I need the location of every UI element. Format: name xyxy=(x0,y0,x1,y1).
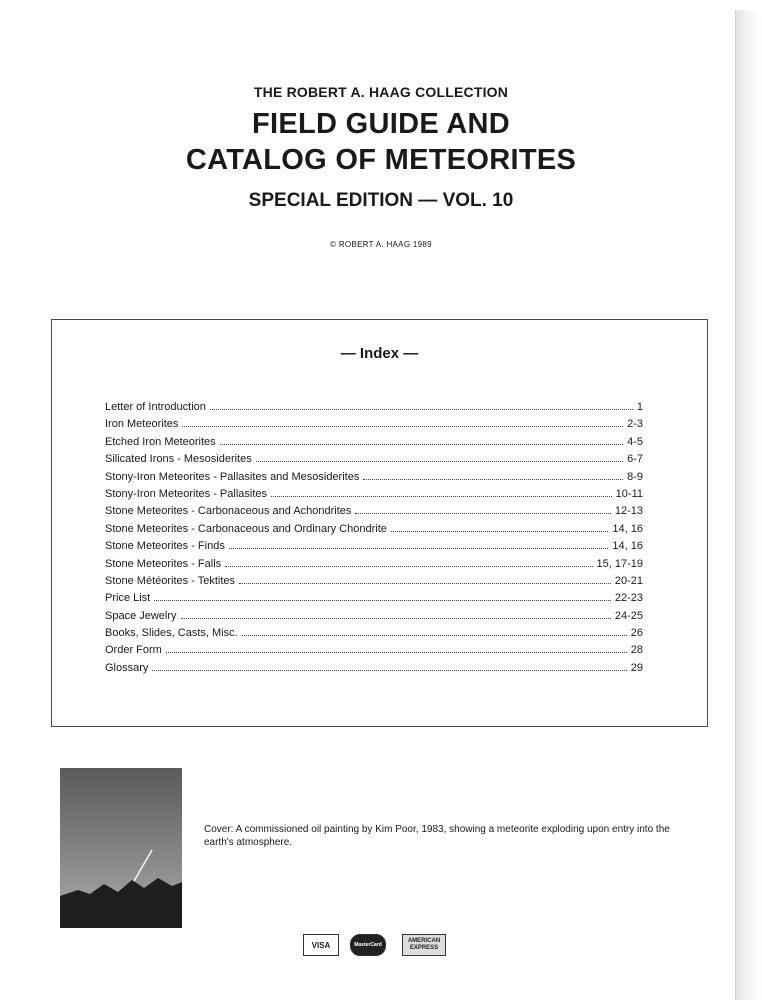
index-entry-title: Silicated Irons - Mesosiderites xyxy=(105,453,252,466)
index-entry-title: Stone Meteorites - Carbonaceous and Achondrites xyxy=(105,505,352,518)
index-entry-pages: 1 xyxy=(636,401,643,413)
dot-leader xyxy=(271,487,612,497)
amex-line1: AMERICAN xyxy=(407,938,441,944)
index-entry-title: Stone Meteorites - Finds xyxy=(105,540,225,553)
index-entry xyxy=(105,626,643,643)
american-express-logo xyxy=(402,934,446,956)
index-entry xyxy=(105,400,643,417)
index-entry-pages: 24-25 xyxy=(614,609,643,622)
index-box xyxy=(51,319,708,727)
index-entry xyxy=(105,452,643,469)
index-entry xyxy=(105,417,643,434)
index-entry-pages: 15, 17-19 xyxy=(596,557,643,570)
dot-leader xyxy=(220,435,623,445)
dot-leader xyxy=(181,609,611,619)
amex-line2: EXPRESS xyxy=(409,945,439,951)
dot-leader xyxy=(242,626,627,636)
index-entry xyxy=(105,661,643,678)
index-entry-title: Stone Meteorites - Falls xyxy=(105,557,222,570)
index-entry-pages: 26 xyxy=(630,627,643,640)
dot-leader xyxy=(355,504,610,514)
dot-leader xyxy=(363,470,623,480)
index-entry-title: Order Form xyxy=(105,644,162,657)
index-heading: — Index — xyxy=(340,345,419,362)
dot-leader xyxy=(239,574,611,584)
index-entry-title: Stony-Iron Meteorites - Pallasites xyxy=(105,487,268,500)
index-entry-pages: 8-9 xyxy=(627,470,643,483)
index-entry xyxy=(105,574,643,591)
index-entry xyxy=(105,591,643,608)
cover-painting-image xyxy=(60,768,182,928)
copyright-notice: © ROBERT A. HAAG 1989 xyxy=(330,240,432,249)
index-entry-pages: 4-5 xyxy=(627,435,643,448)
index-entry-pages: 20-21 xyxy=(614,574,643,587)
visa-logo: VISA xyxy=(303,934,339,956)
index-entry-title: Books, Slides, Casts, Misc. xyxy=(105,627,238,640)
index-entry-title: Stone Météorites - Tektites xyxy=(105,574,236,587)
dot-leader xyxy=(154,591,611,601)
collection-name: THE ROBERT A. HAAG COLLECTION xyxy=(253,84,509,100)
page-title-line1: FIELD GUIDE AND xyxy=(252,108,510,140)
index-entry xyxy=(105,435,643,452)
index-entry xyxy=(105,487,643,504)
index-entry-title: Space Jewelry xyxy=(105,609,177,622)
dot-leader xyxy=(210,400,633,410)
payment-cards xyxy=(0,934,762,958)
index-entry-pages: 6-7 xyxy=(627,453,643,466)
index-entry xyxy=(105,470,643,487)
index-entry-title: Price List xyxy=(105,592,151,605)
index-entry xyxy=(105,504,643,521)
index-list xyxy=(105,400,643,678)
mastercard-logo: MasterCard xyxy=(350,934,386,956)
dot-leader xyxy=(229,539,609,549)
edition-label: SPECIAL EDITION — VOL. 10 xyxy=(248,190,514,211)
index-entry xyxy=(105,609,643,626)
cover-caption: Cover: A commissioned oil painting by Kim Poor, 1983, showing a meteorite exploding upon entry into the earth's atmosphere. xyxy=(204,824,670,848)
index-entry-title: Stony-Iron Meteorites - Pallasites and Mesosiderites xyxy=(105,470,360,483)
index-entry-pages: 22-23 xyxy=(614,592,643,605)
index-entry-title: Glossary xyxy=(105,661,149,674)
index-entry xyxy=(105,522,643,539)
dot-leader xyxy=(166,643,627,653)
dot-leader xyxy=(182,417,623,427)
index-entry xyxy=(105,643,643,660)
index-entry xyxy=(105,557,643,574)
index-entry-pages: 10-11 xyxy=(615,487,643,500)
index-entry-pages: 28 xyxy=(630,644,643,657)
index-entry-title: Stone Meteorites - Carbonaceous and Ordinary Chondrite xyxy=(105,522,387,535)
dot-leader xyxy=(225,557,592,567)
dot-leader xyxy=(391,522,609,532)
index-entry-pages: 29 xyxy=(630,661,643,674)
dot-leader xyxy=(152,661,626,671)
index-entry-pages: 14, 16 xyxy=(612,540,643,553)
dot-leader xyxy=(256,452,623,462)
index-entry-title: Etched Iron Meteorites xyxy=(105,435,216,448)
index-entry xyxy=(105,539,643,556)
index-entry-title: Letter of Introduction xyxy=(105,401,206,413)
index-entry-pages: 12-13 xyxy=(614,505,643,518)
index-entry-title: Iron Meteorites xyxy=(105,418,179,431)
index-entry-pages: 2-3 xyxy=(627,418,643,431)
page-title-line2: CATALOG OF METEORITES xyxy=(185,144,577,176)
index-entry-pages: 14, 16 xyxy=(612,522,643,535)
